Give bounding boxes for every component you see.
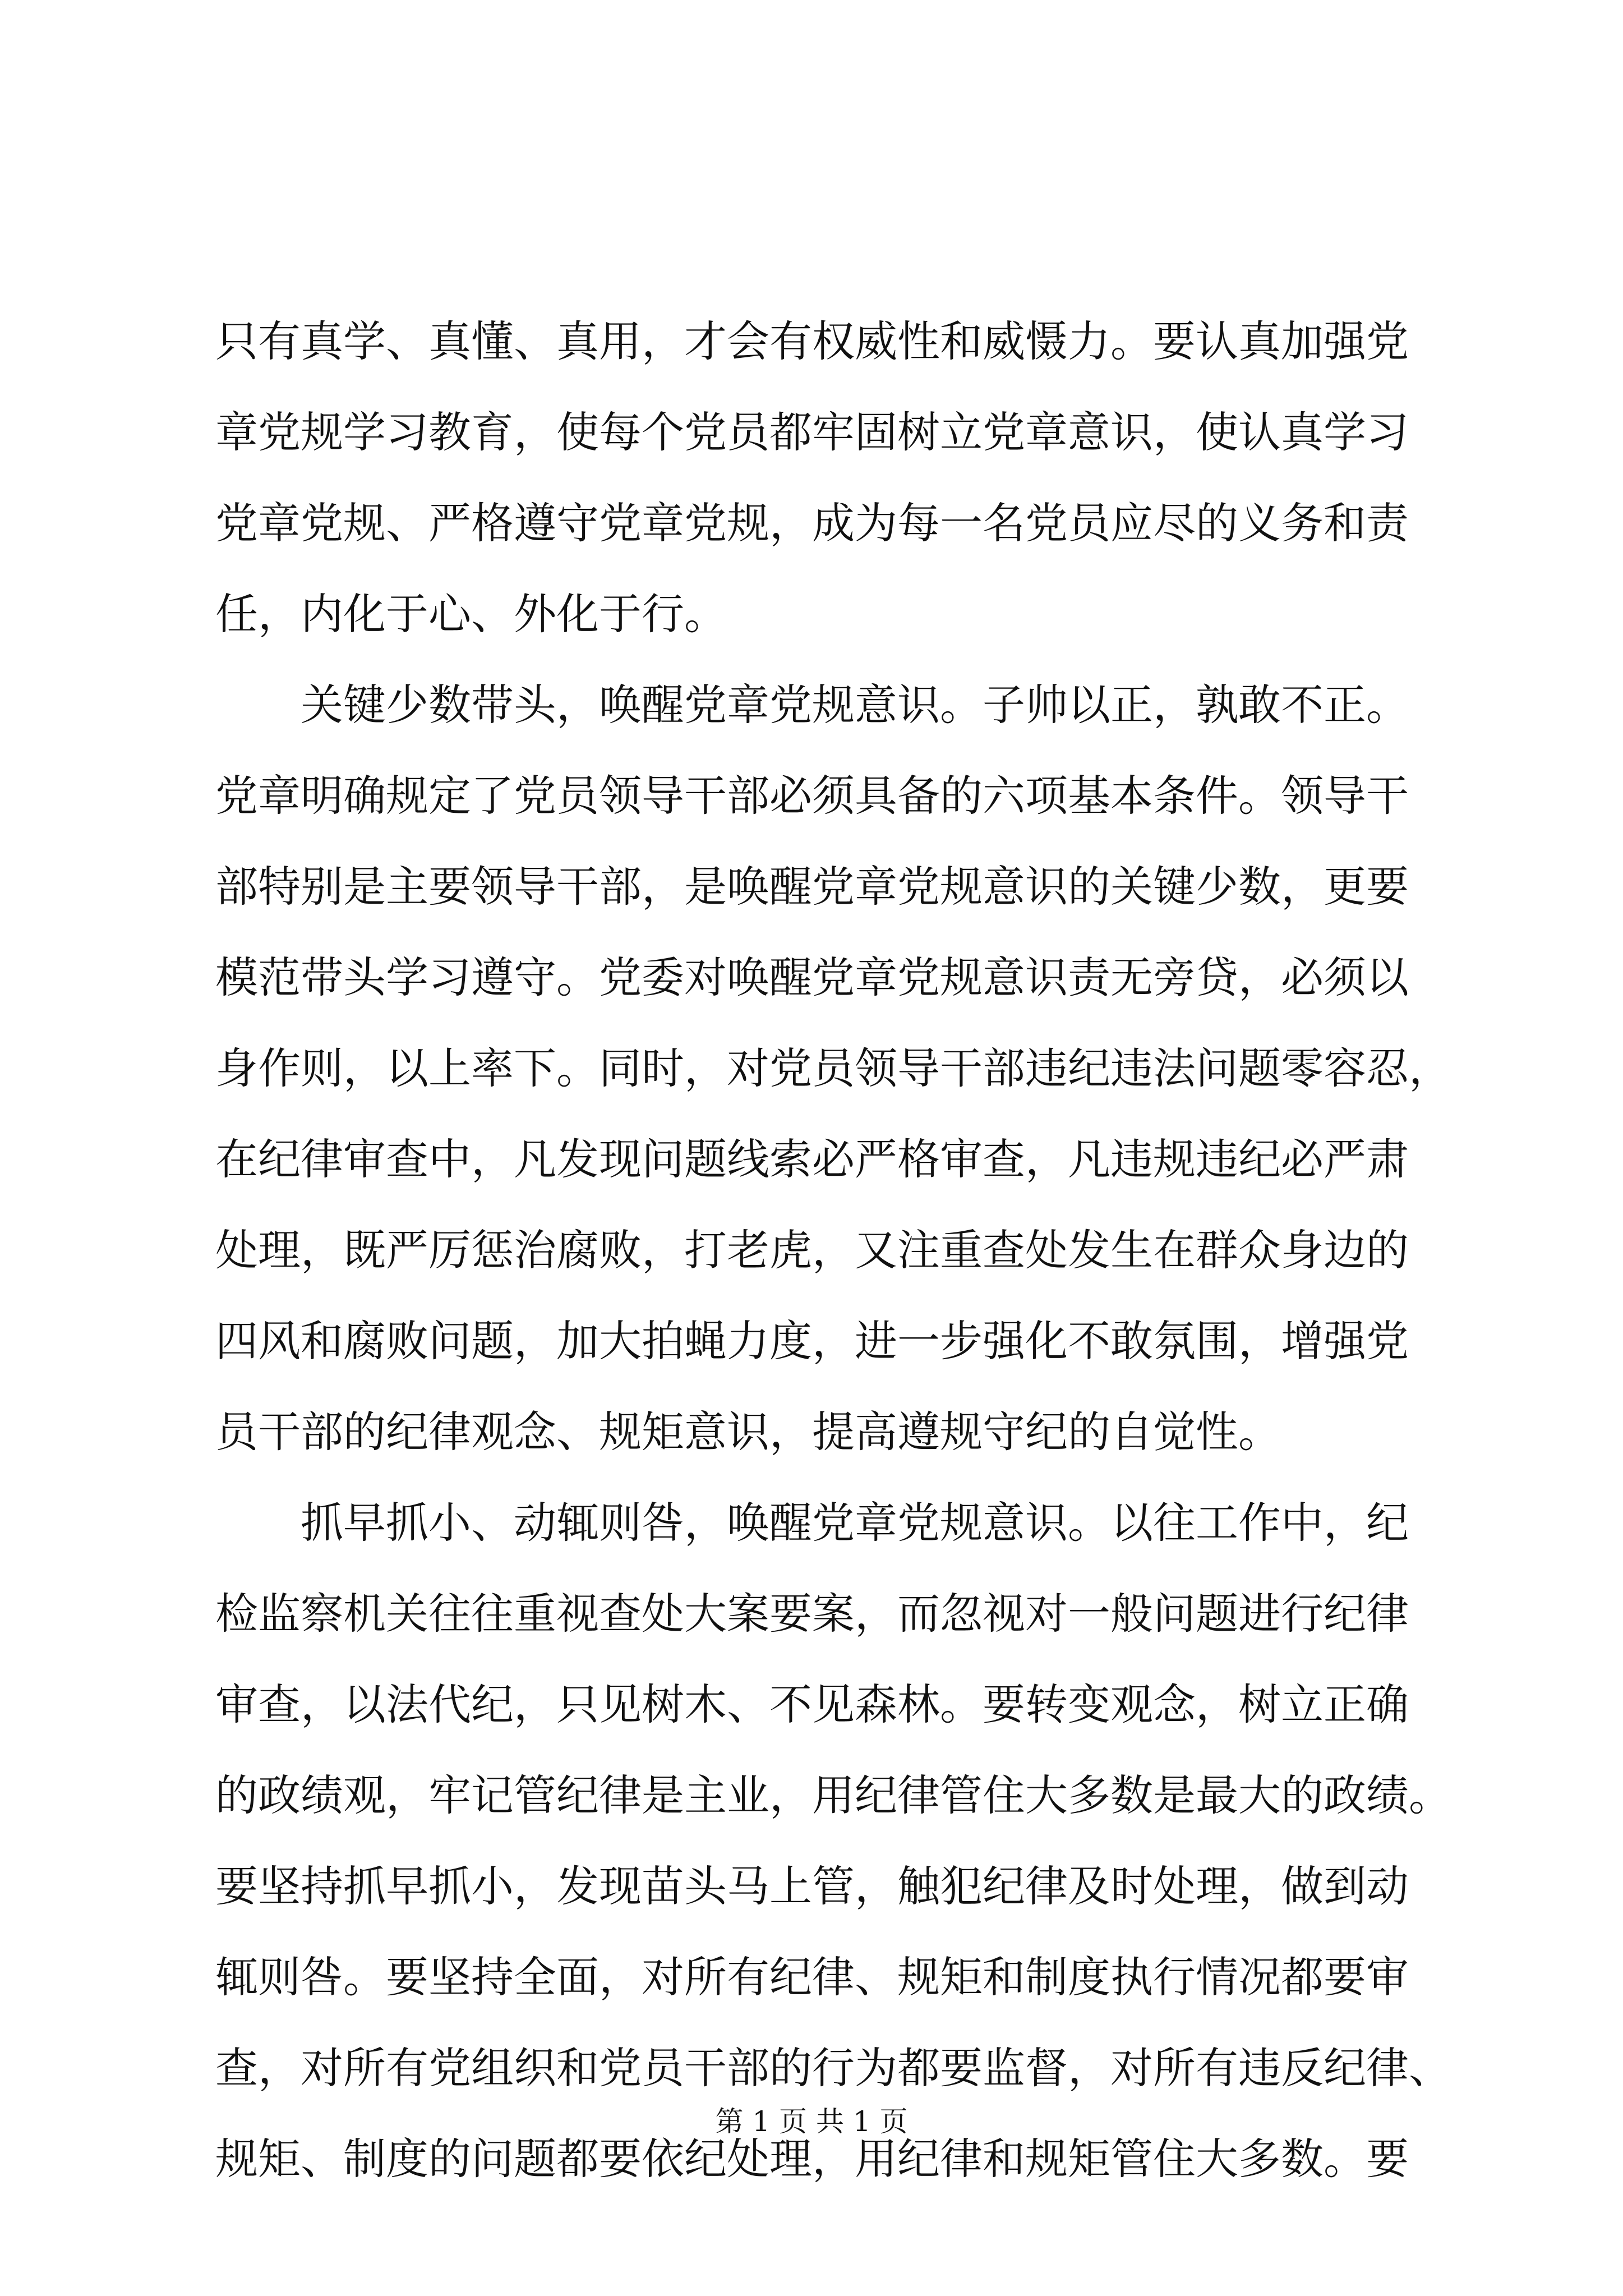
text-line: 任，内化于心、外化于行。 xyxy=(215,589,727,639)
page-footer: 第 1 页 共 1 页 xyxy=(715,2105,908,2138)
text-line: 查，对所有党组织和党员干部的行为都要监督，对所有违反纪律、 xyxy=(215,2043,1451,2093)
text-line: 章党规学习教育，使每个党员都牢固树立党章意识，使认真学习 xyxy=(215,407,1409,457)
text-line: 要坚持抓早抓小，发现苗头马上管，触犯纪律及时处理，做到动 xyxy=(215,1861,1409,1911)
text-line: 党章党规、严格遵守党章党规，成为每一名党员应尽的义务和责 xyxy=(215,498,1409,548)
text-line: 处理，既严厉惩治腐败，打老虎，又注重查处发生在群众身边的 xyxy=(215,1225,1409,1275)
text-line: 部特别是主要领导干部，是唤醒党章党规意识的关键少数，更要 xyxy=(215,862,1409,912)
text-line: 抓早抓小、动辄则咎，唤醒党章党规意识。以往工作中，纪 xyxy=(301,1498,1409,1548)
text-line: 身作则，以上率下。同时，对党员领导干部违纪违法问题零容忍， xyxy=(215,1043,1451,1093)
text-line: 只有真学、真懂、真用，才会有权威性和威慑力。要认真加强党 xyxy=(215,316,1409,366)
text-line: 辄则咎。要坚持全面，对所有纪律、规矩和制度执行情况都要审 xyxy=(215,1952,1409,2002)
text-line: 关键少数带头，唤醒党章党规意识。子帅以正，孰敢不正。 xyxy=(301,680,1409,730)
text-line: 检监察机关往往重视查处大案要案，而忽视对一般问题进行纪律 xyxy=(215,1589,1409,1639)
text-line: 模范带头学习遵守。党委对唤醒党章党规意识责无旁贷，必须以 xyxy=(215,953,1409,1002)
text-line: 四风和腐败问题，加大拍蝇力度，进一步强化不敢氛围，增强党 xyxy=(215,1316,1409,1366)
text-line: 审查，以法代纪，只见树木、不见森林。要转变观念，树立正确 xyxy=(215,1680,1409,1729)
document-body xyxy=(215,296,1451,2205)
text-line: 规矩、制度的问题都要依纪处理，用纪律和规矩管住大多数。要 xyxy=(215,2134,1409,2184)
text-line: 员干部的纪律观念、规矩意识，提高遵规守纪的自觉性。 xyxy=(215,1407,1281,1457)
text-line: 在纪律审查中，凡发现问题线索必严格审查，凡违规违纪必严肃 xyxy=(215,1134,1409,1184)
text-line: 的政绩观，牢记管纪律是主业，用纪律管住大多数是最大的政绩。 xyxy=(215,1770,1451,1820)
text-line: 党章明确规定了党员领导干部必须具备的六项基本条件。领导干 xyxy=(215,771,1409,821)
